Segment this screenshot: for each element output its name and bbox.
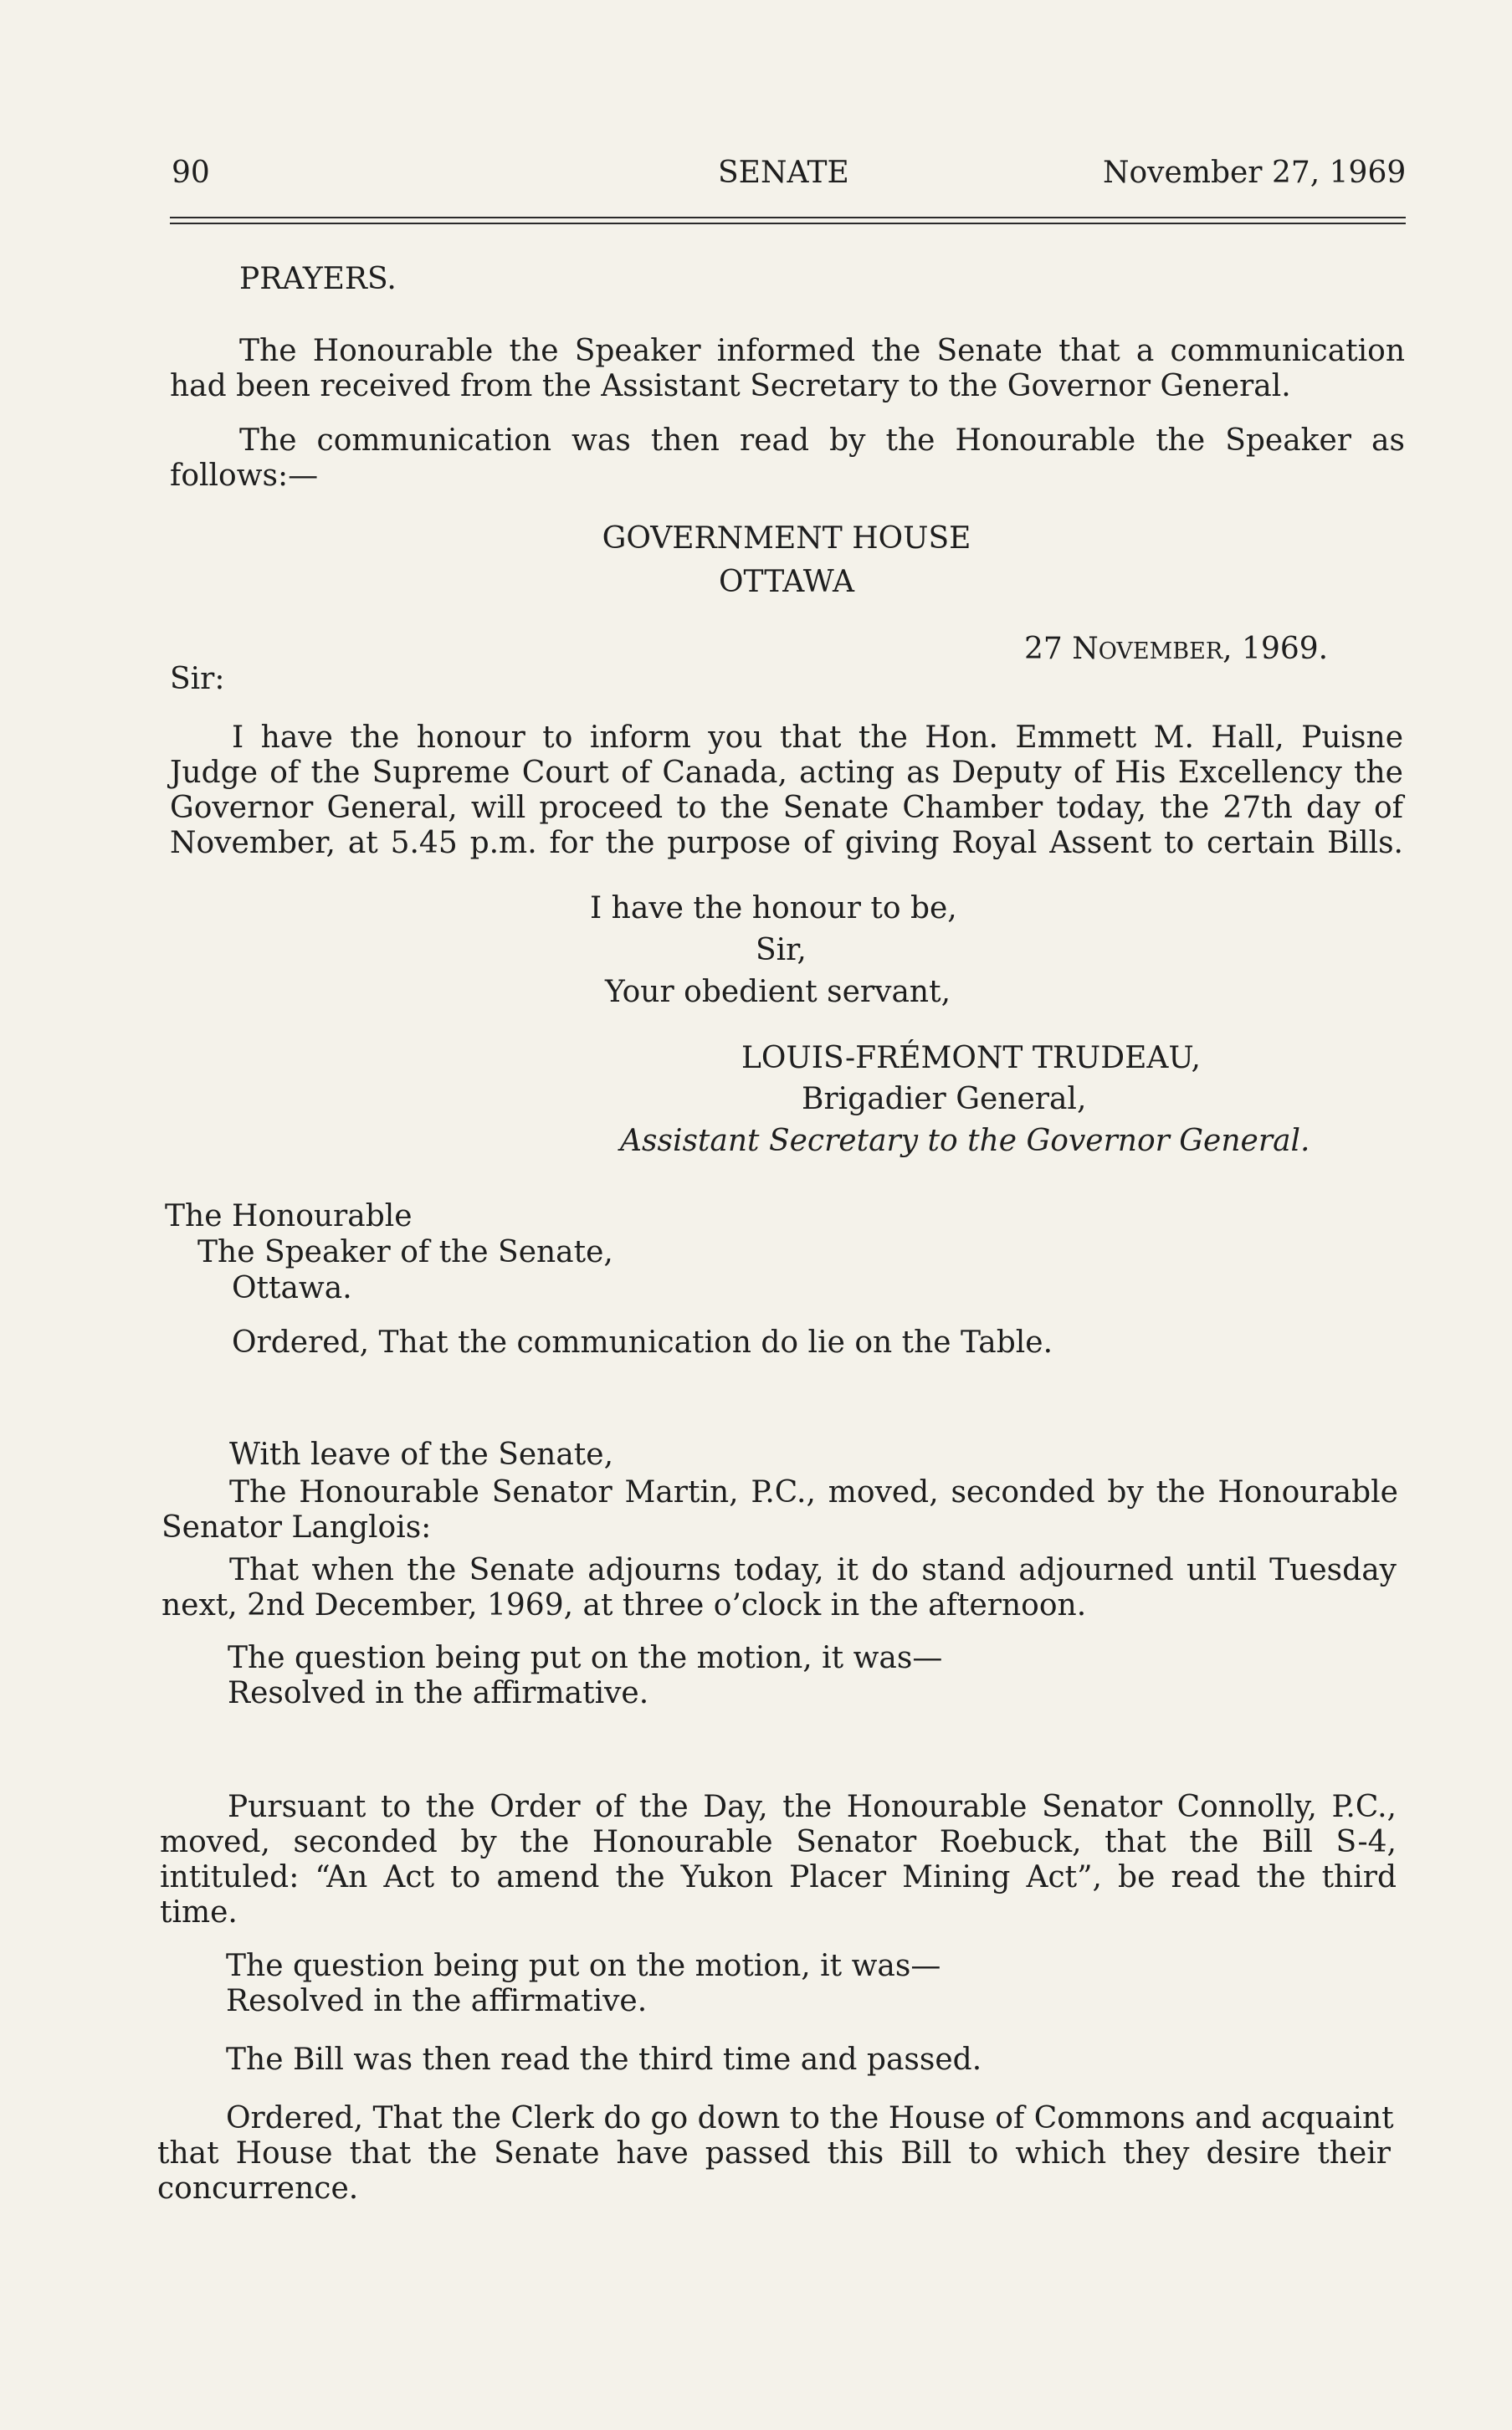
letter-body-line-4: November, at 5.45 p.m. for the purpose of giving Royal Assent to certain Bills.: [170, 826, 1403, 860]
resolved-2: Resolved in the affirmative.: [226, 1984, 648, 2018]
motion-martin-line-2: Senator Langlois:: [161, 1510, 432, 1545]
adjourn-line-2: next, 2nd December, 1969, at three o’clock in the afternoon.: [161, 1588, 1087, 1623]
question-2: The question being put on the motion, it was—: [226, 1949, 941, 1983]
speaker-informed-line-2: had been received from the Assistant Secretary to the Governor General.: [170, 369, 1291, 403]
pursuant-line-1: Pursuant to the Order of the Day, the Honourable Senator Connolly, P.C.,: [228, 1790, 1397, 1824]
addressee-line-3: Ottawa.: [232, 1271, 352, 1305]
speaker-informed-line-1: The Honourable the Speaker informed the Senate that a communication: [239, 334, 1405, 368]
ordered-clerk-line-2: that House that the Senate have passed this Bill to which they desire their: [157, 2136, 1391, 2171]
ordered-clerk-line-3: concurrence.: [157, 2171, 359, 2206]
letter-date: [1024, 632, 1328, 666]
letter-closing-1: I have the honour to be,: [590, 891, 957, 925]
ordered-table: Ordered, That the communication do lie on the Table.: [232, 1325, 1053, 1360]
letter-body-line-3: Governor General, will proceed to the Senate Chamber today, the 27th day of: [170, 791, 1403, 825]
ordered-clerk-line-1: Ordered, That the Clerk do go down to the House of Commons and acquaint: [226, 2101, 1394, 2135]
pursuant-line-3: intituled: “An Act to amend the Yukon Placer Mining Act”, be read the third: [160, 1860, 1397, 1894]
header-rule-bottom: [170, 223, 1406, 224]
question-1: The question being put on the motion, it was—: [228, 1641, 943, 1675]
letter-body-line-2: Judge of the Supreme Court of Canada, acting as Deputy of His Excellency the: [170, 756, 1403, 790]
page-number: 90: [172, 156, 210, 190]
adjourn-line-1: That when the Senate adjourns today, it do stand adjourned until Tuesday: [229, 1553, 1397, 1587]
prayers-heading: PRAYERS.: [239, 262, 397, 296]
letter-body-line-1: I have the honour to inform you that the Hon. Emmett M. Hall, Puisne: [232, 720, 1403, 755]
pursuant-line-2: moved, seconded by the Honourable Senator Roebuck, that the Bill S-4,: [160, 1825, 1397, 1859]
letter-position: Assistant Secretary to the Governor General.: [620, 1124, 1310, 1158]
header-rule-top: [170, 217, 1406, 218]
letter-date-month-first: N: [1072, 632, 1099, 666]
motion-martin-line-1: The Honourable Senator Martin, P.C., moved, seconded by the Honourable: [229, 1475, 1398, 1510]
letter-date-day: 27: [1024, 632, 1063, 666]
communication-read-line-1: The communication was then read by the Honourable the Speaker as: [239, 423, 1405, 458]
letter-rank: Brigadier General,: [802, 1082, 1087, 1116]
communication-read-line-2: follows:—: [170, 459, 319, 493]
letter-closing-2: Sir,: [756, 933, 807, 967]
third-time-passed: The Bill was then read the third time and passed.: [226, 2043, 982, 2077]
pursuant-line-4: time.: [160, 1895, 238, 1930]
letter-closing-3: Your obedient servant,: [605, 975, 951, 1009]
letter-signatory: LOUIS-FRÉMONT TRUDEAU,: [741, 1041, 1201, 1075]
addressee-line-2: The Speaker of the Senate,: [197, 1235, 613, 1269]
addressee-line-1: The Honourable: [165, 1199, 413, 1233]
letter-date-year: , 1969.: [1222, 632, 1329, 666]
letter-date-month-rest: OVEMBER: [1098, 638, 1223, 664]
page-header-date: November 27, 1969: [1103, 156, 1407, 190]
leave-of-senate: With leave of the Senate,: [229, 1438, 614, 1472]
resolved-1: Resolved in the affirmative.: [228, 1676, 649, 1710]
letter-heading-line-1: GOVERNMENT HOUSE: [602, 521, 971, 556]
letter-salutation: Sir:: [170, 662, 225, 696]
letter-heading-line-2: OTTAWA: [719, 565, 854, 599]
page-header-title: SENATE: [718, 156, 849, 190]
